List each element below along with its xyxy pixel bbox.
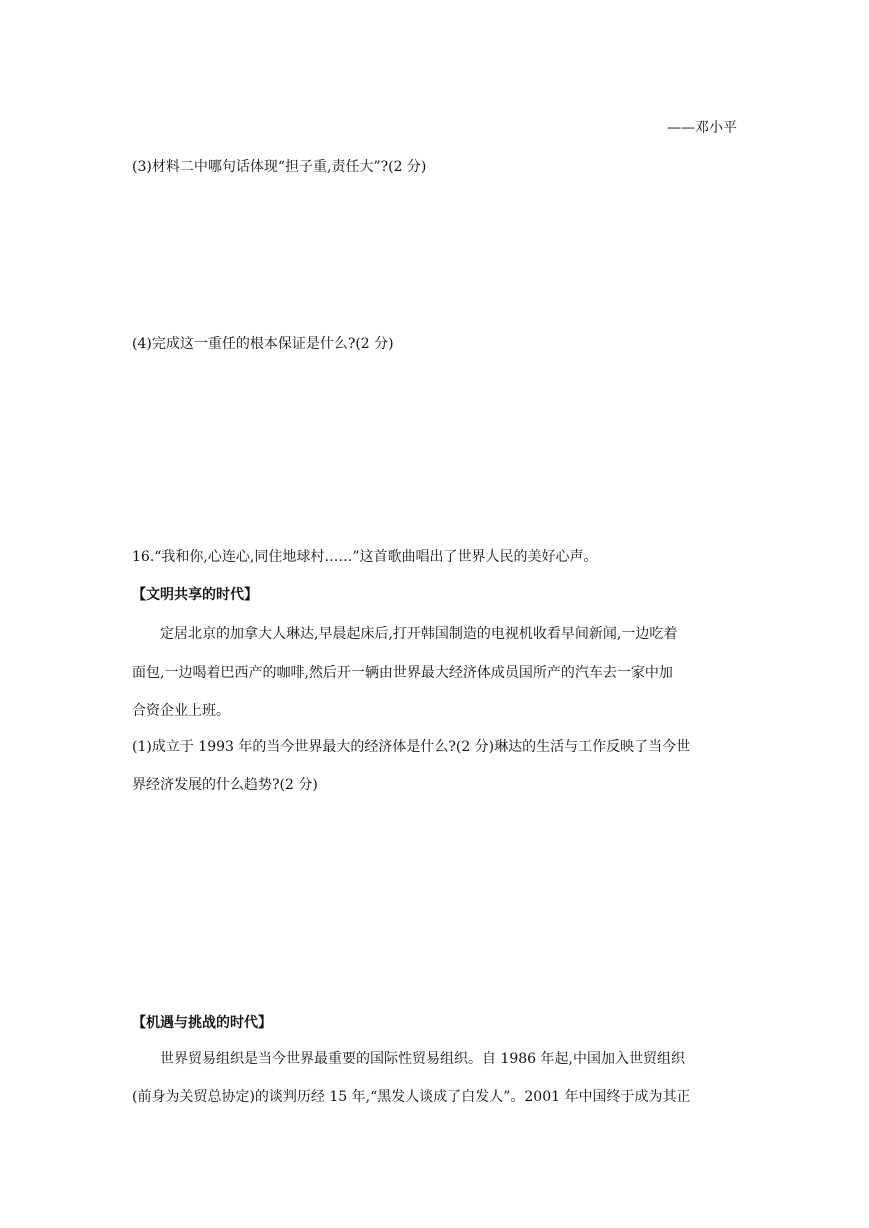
question-4: (4)完成这一重任的根本保证是什么?(2 分) <box>132 336 394 352</box>
question-1-line-1: (1)成立于 1993 年的当今世界最大的经济体是什么?(2 分)琳达的生活与工作反映了当今世 <box>132 739 691 755</box>
section2-paragraph-line-2: (前身为关贸总协定)的谈判历经 15 年,“黑发人谈成了白发人”。2001 年中国终于成为其正 <box>132 1089 691 1105</box>
section1-paragraph-line-1: 定居北京的加拿大人琳达,早晨起床后,打开韩国制造的电视机收看早间新闻,一边吃着 <box>160 626 678 642</box>
question-1-line-2: 界经济发展的什么趋势?(2 分) <box>132 777 318 793</box>
section1-paragraph-line-2: 面包,一边喝着巴西产的咖啡,然后开一辆由世界最大经济体成员国所产的汽车去一家中加 <box>132 665 673 681</box>
section-heading-civilization: 【文明共享的时代】 <box>132 587 258 603</box>
section1-paragraph-line-3: 合资企业上班。 <box>132 703 230 719</box>
problem-16-intro: 16.“我和你,心连心,同住地球村……”这首歌曲唱出了世界人民的美好心声。 <box>132 549 598 565</box>
section-heading-opportunity: 【机遇与挑战的时代】 <box>132 1015 272 1031</box>
question-3: (3)材料二中哪句话体现“担子重,责任大”?(2 分) <box>132 159 427 175</box>
attribution: ——邓小平 <box>667 120 737 136</box>
section2-paragraph-line-1: 世界贸易组织是当今世界最重要的国际性贸易组织。自 1986 年起,中国加入世贸组织 <box>160 1051 685 1067</box>
